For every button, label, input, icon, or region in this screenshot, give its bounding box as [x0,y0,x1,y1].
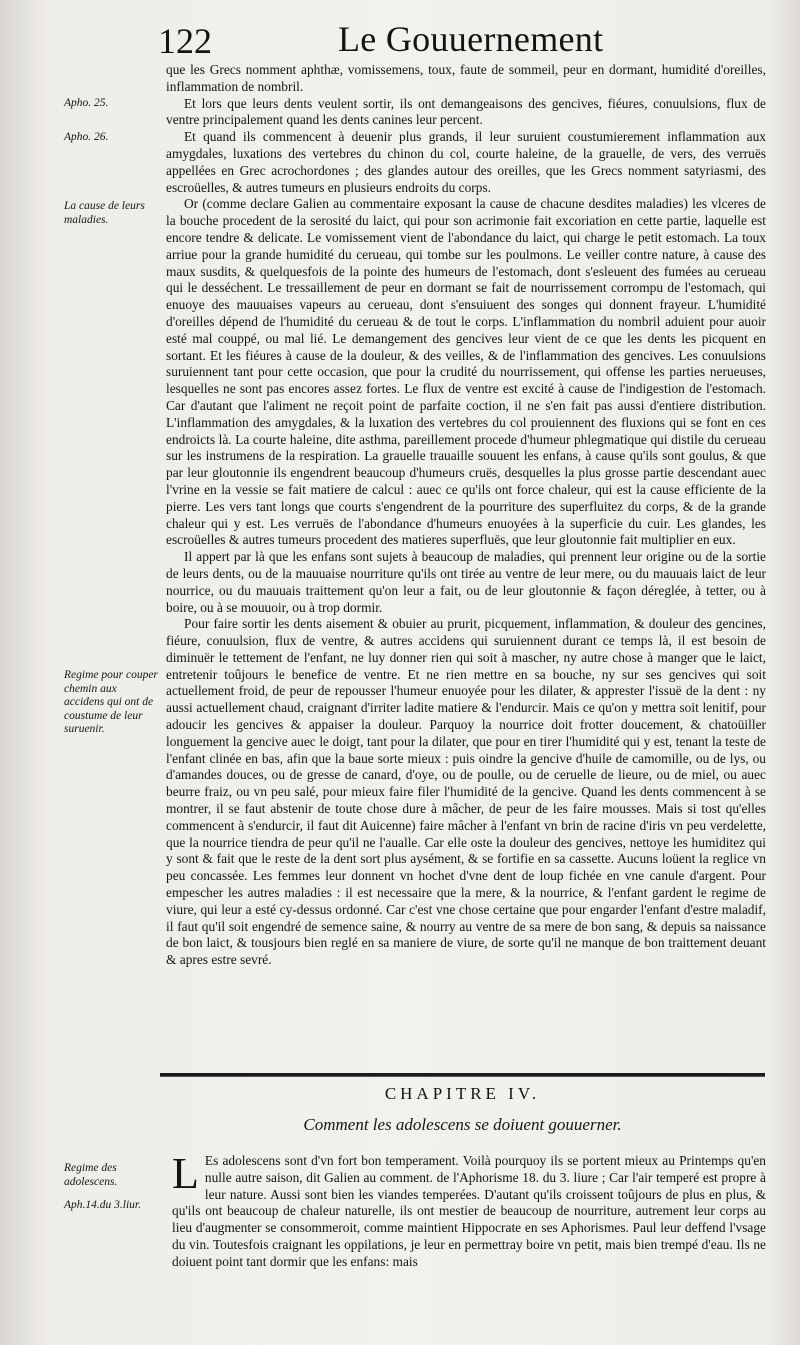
page-header [0,14,800,62]
paragraph: Or (comme declare Galien au commentaire exposant la cause de chacune desdites maladies) les vlceres de la bouche procedent de la serosité du laict, qui pour son acrimonie fait excoriation en cette partie, laquelle est encore tendre & delicate. Le vomissement vient de l'abondance du laict, qui charge le petit estomach. La toux arriue pour la grande humidité du cerueau, qui tombe sur les poulmons. Le veiller contre nature, à cause des maux susdits, & quelquesfois de la pointe des humeurs de l'estomach, dont s'esleuent des fumées au cerueau qui le desséchent. Le tressaillement de peur en dormant se fait de nourrissement corrompu de l'estomach, qui enuoye des mauuaises vapeurs au cerueau, dont s'ensuiuent des songes qui donnent frayeur. L'humidité d'oreilles dépend de l'humidité du cerueau & de tout le corps. L'inflammation du nombril aduient pour auoir esté mal couppé, ou mal lié. Le demangement des gencives leur vient de ce que les dents les picquent en sortant. Et les fiéures à cause de la douleur, & des veilles, & de l'inflammation des gencives. Les conuulsions suruiennent tant pour cette occasion, que pour la crudité du nourrissement, qui offense les parties nerueuses, lesquelles ne sont pas encores assez fortes. Le flux de ventre est excité à cause de l'indigestion de l'estomach. Car d'autant que l'aliment ne reçoit point de parfaite coction, il ne s'en fait pas aussi d'entiere distribution. L'inflammation des amygdales, & la luxation des vertebres du col prouiennent des fluxions qui se font en ces endroicts là. La courte haleine, dite asthma, pareillement procede d'humeur phlegmatique qui distile du cerueau sur les instrumens de la respiration. La grauelle trauaille souuent les enfans, à cause qu'ils sont goulus, & que par leur gloutonnie ils engendrent beaucoup d'humeurs cruës, desquelles la plus grosse partie descendant auec l'vrine en la vessie se fait matiere de calcul : auec ce qu'ils ont force chaleur, qui est la cause efficiente de la pierre. Les vers tant longs que courts s'engendrent de la pourriture des superfluitez du corps, & de la grande chaleur qui y est. Les verruës de l'abondance d'humeurs enuoyées à la superficie du cuir. Les glandes, les escroüelles & autres tumeurs procedent des matieres superfluës, que leur gloutonnie fait multiplier en eux. [166,196,766,548]
chapter-subtitle: Comment les adolescens se doiuent gouuerner. [303,1115,622,1134]
margin-note-aph-14: Aph.14.du 3.liur. [64,1199,141,1211]
running-title: Le Gouuernement [338,19,604,59]
drop-cap: L [172,1149,199,1198]
paragraph: que les Grecs nomment aphthæ, vomissemens, toux, faute de sommeil, peur en dormant, humidité d'oreilles, inflammation de nombril. [166,62,766,94]
paragraph: Pour faire sortir les dents aisement & obuier au prurit, picquement, inflammation, & douleur des gencines, fiéure, conuulsion, flux de ventre, & autres accidens qui suruiennent durant ce temps là, il est besoin de diminuër le tettement de l'enfant, ne luy donner rien qui soit à mascher, ny autre chose à manger que le laict, entretenir toûjours le benefice de ventre. Et ne rien mettre en sa bouche, ny sur ses gencives qui soit actuellement froid, de peur de repousser l'humeur enuoyée pour les dilater, & apprester l'issuë de la dent : ny aussi actuellement chaud, craignant d'irriter ladite matiere & l'endurcir. Mais ce qu'on y mettra soit lenitif, pour adoucir les gencives & appaiser la douleur. Parquoy la nourrice doit frotter doucement, & chatoüiller longuement la gencive auec le doigt, tant pour la dilater, que pour en tirer l'humidité qui y est, tenant la teste de l'enfant clinée en bas, afin que la baue sorte mieux : puis oindre la gencive d'huile de camomille, ou de lys, ou d'amandes douces, ou de gresse de canard, d'oye, ou de poulle, ou de ceruelle de lieure, ou de miel, ou auec beurre fraiz, ou vn peu salé, pour mieux faire filer l'humidité de la gencive. Quand les dents commencent à se montrer, il se faut abstenir de toute chose dure à mâcher, de peur de les faire mousses. Mais si tost qu'elles commencent à s'endurcir, il faut dit Auicenne) faire mâcher à l'enfant vn brin de racine d'iris vn peu verdelette, que la nourrice tiendra de peur qu'il ne l'aualle. Car elle oste la douleur des gencives, nettoye les humiditez qui y sont & fait que le reste de la dent sort plus aysément, & se fortifie en sa cassette. Aucuns loüent la reglice vn peu concassée. Les femmes leur donnent vn hochet d'vne dent de loup fichée en vne canule d'argent. Pour empescher les autres maladies : il est necessaire que la mere, & la nourrice, & l'enfant gardent le regime de viure, qui leur a esté cy-dessus ordonné. Car c'est vne chose certaine que pour engarder l'enfant d'estre maladif, il faut qu'il soit engendré de semence saine, & nourry au ventre de sa mere de bon sang, & depuis sa naissance de bon laict, & tousjours bien reglé en sa maniere de viure, de sorte qu'il ne manque de bon traittement deuant & apres estre sevré. [166,616,766,968]
page-number: 122 [158,21,212,61]
paragraph: Et quand ils commencent à deuenir plus grands, il leur suruient coustumierement inflammation aux amygdales, luxations des vertebres du chinon du col, courte haleine, de la grauelle, de vers, des verruës appellées en Grec acrochordones ; des glandes autour des oreilles, que les Grecs nomment satyriasmi, des escroüelles, & autres tumeurs en plusieurs endroits du corps. [166,129,766,195]
paragraph: Et lors que leurs dents veulent sortir, ils ont demangeaisons des gencives, fiéures, conuulsions, flux de ventre principalement quand les dents canines leur percent. [166,95,766,128]
margin-note-regime-adolescens: Regime des adolescens. [64,1162,118,1188]
margin-note-cause-maladies: La cause de leurs maladies. [64,200,145,226]
margin-note-apho-26: Apho. 26. [64,131,109,143]
margin-note-apho-25: Apho. 25. [64,97,109,109]
chapter-divider-rule [160,1073,765,1077]
chapter-heading: CHAPITRE IV. [384,1084,541,1103]
margin-note-regime-accidens: Regime pour couper chemin aux accidens qui ont de coustume de leur suruenir. [64,669,158,735]
main-text [166,62,766,969]
chapter-paragraph: Es adolescens sont d'vn fort bon temperament. Voilà pourquoy ils se portent mieux au Printemps qu'en nulle autre saison, dit Galien au comment. de l'Aphorisme 18. du 3. liure ; Car l'air temperé est propre à leur nature. Aussi sont bien les viandes temperées. D'autant qu'ils croissent toûjours de plus en plus, & qu'ils ont beaucoup de chaleur naturelle, ils ont mestier de beaucoup de nourriture, autrement leur corps au lieu d'augmenter se consommeroit, comme maintient Hippocrate en ses Aphorismes. Paul leur deffend l'vsage du vin. Toutesfois craignant les oppilations, je leur en permettray boire vn petit, mais bien trempé d'eau. Ils ne doiuent point tant dormir que les enfans: mais [172,1153,766,1269]
chapter-text [172,1149,766,1271]
paragraph: Il appert par là que les enfans sont sujets à beaucoup de maladies, qui prennent leur origine ou de la sortie de leurs dents, ou de la mauuaise nourriture qu'ils ont tirée au ventre de leur mere, ou du mauuais laict de leur nourrice, ou du mauuais traittement qu'on leur a fait, ou de leur gloutonnie & façon déreglée, à tetter, ou à boire, ou à se mouuoir, ou à trop dormir. [166,549,766,615]
